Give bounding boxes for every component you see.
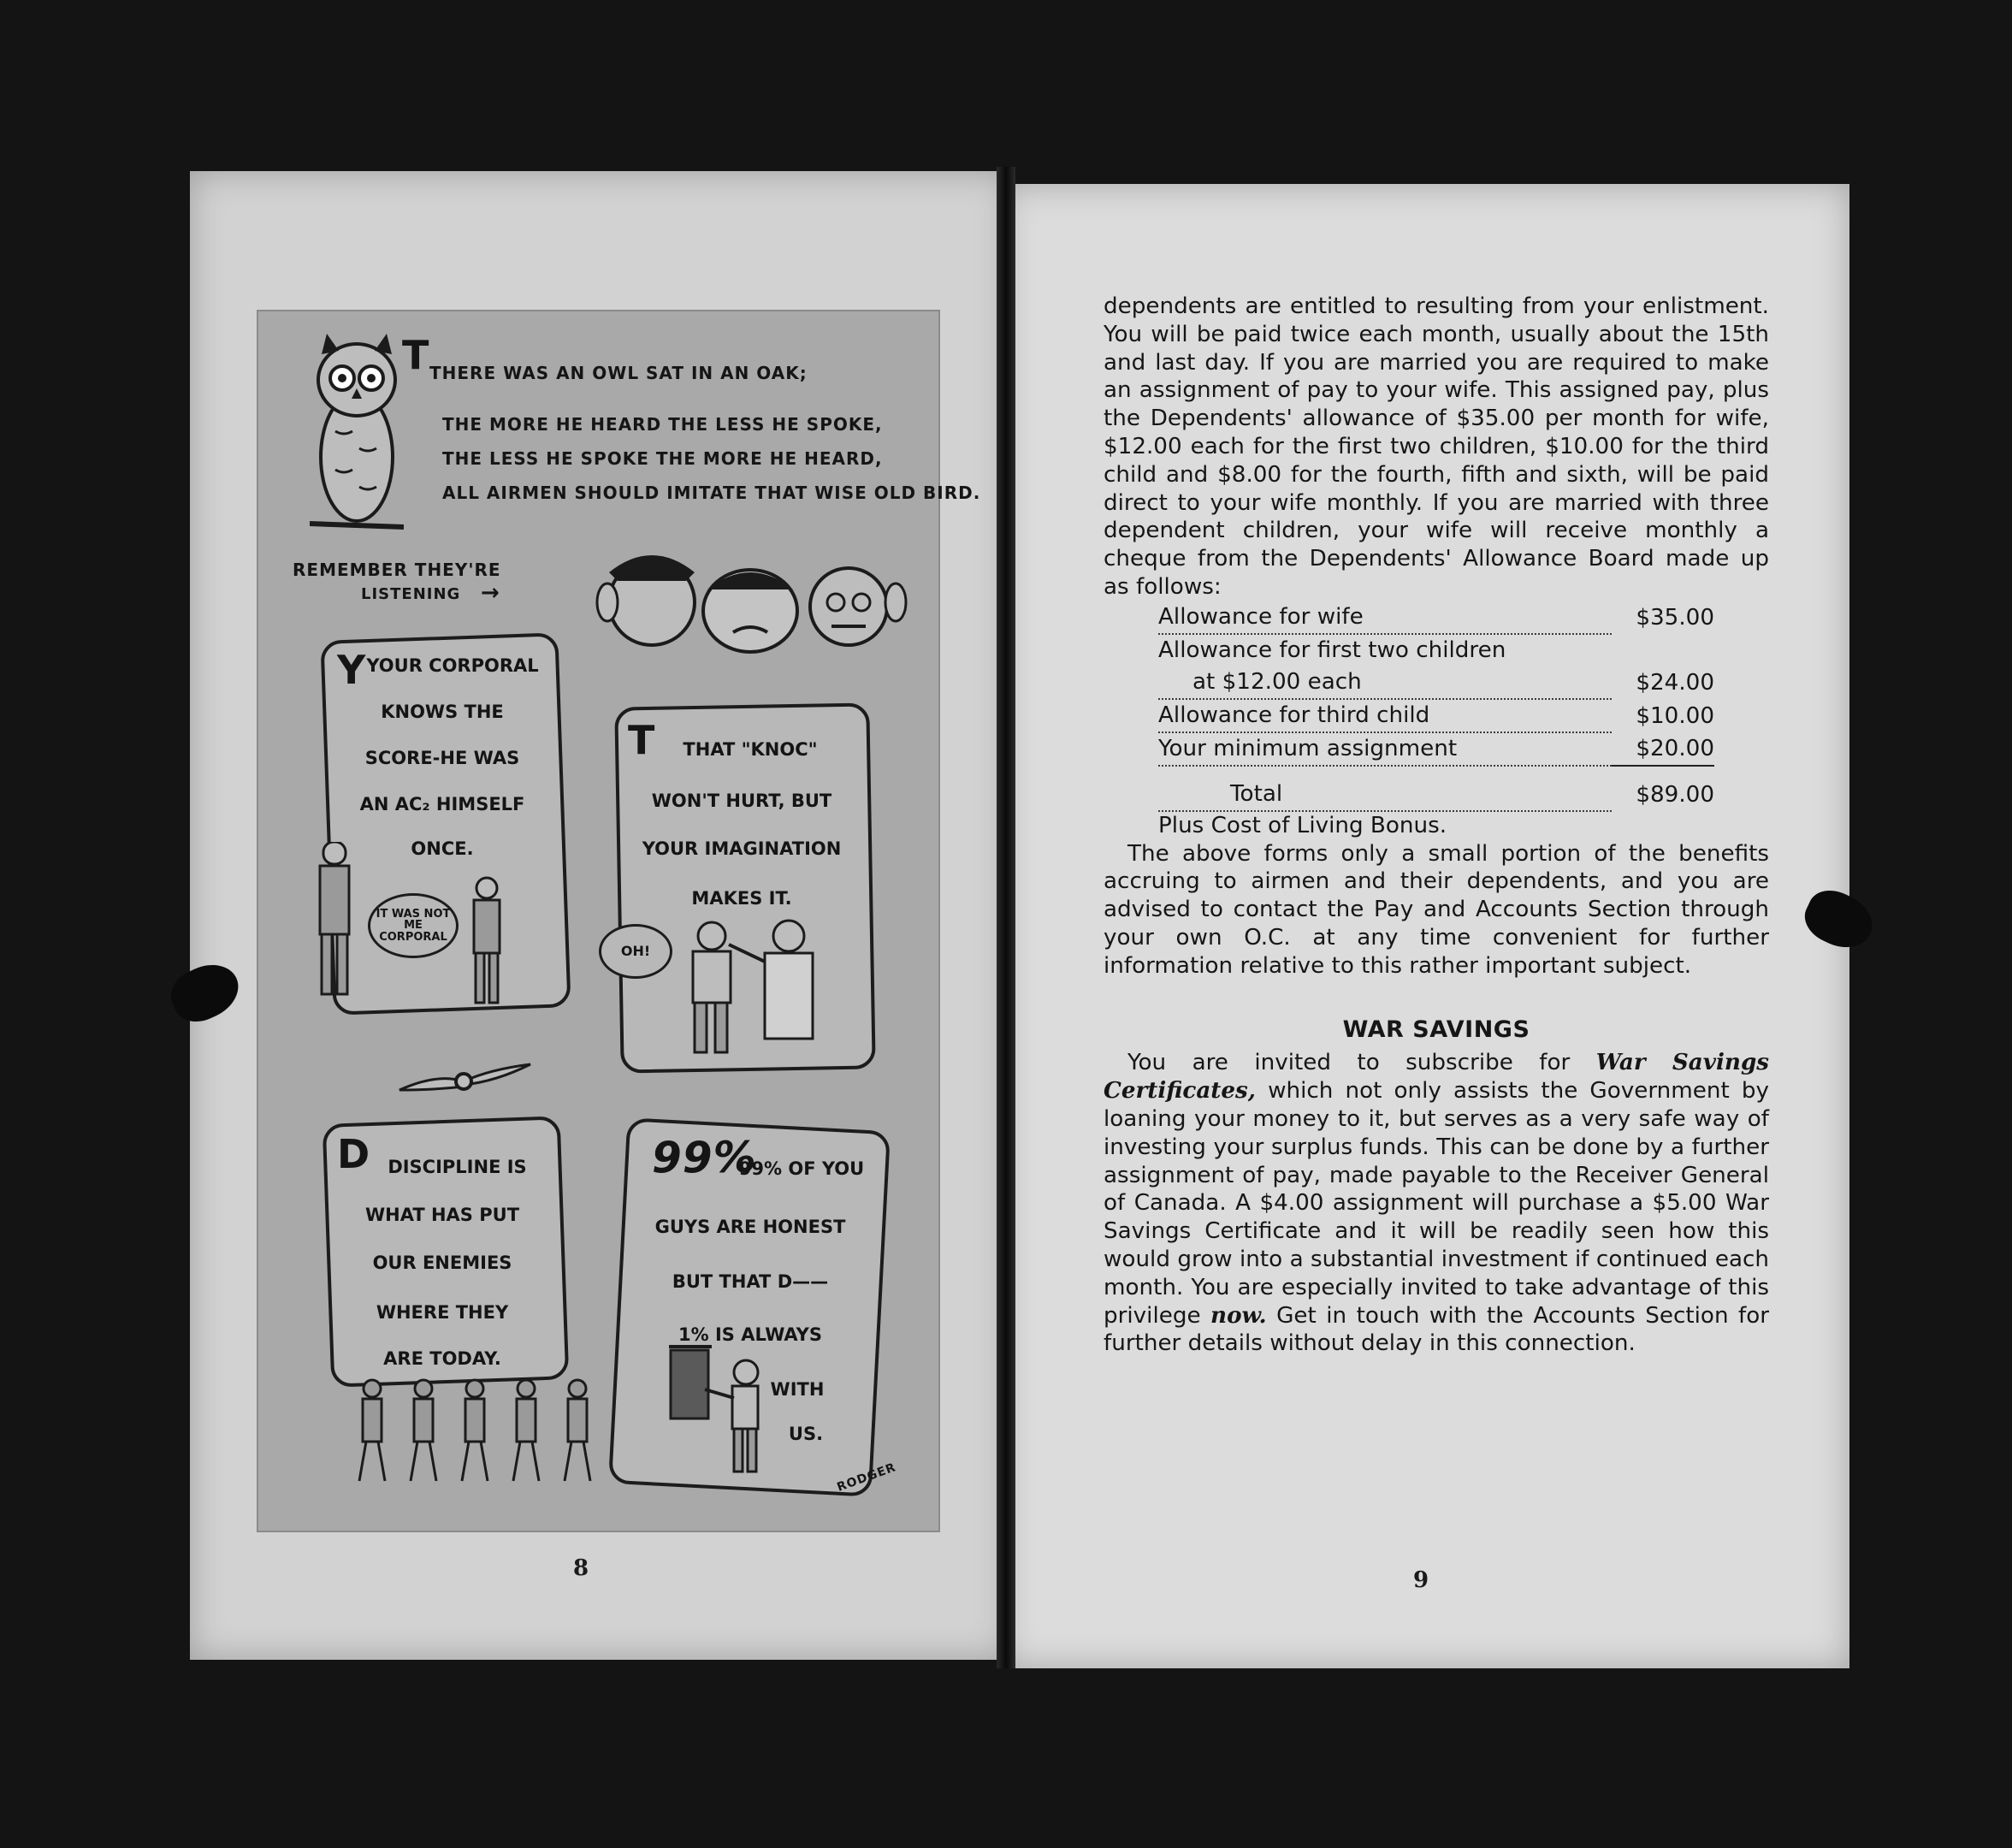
panel-discipline-line-1: DISCIPLINE IS (388, 1157, 527, 1177)
marching-soldiers-icon (351, 1377, 599, 1488)
wings-emblem-icon (395, 1060, 532, 1103)
panel-honest-line-2: GUYS ARE HONEST (654, 1217, 846, 1237)
war-savings-heading: WAR SAVINGS (1342, 1016, 1530, 1043)
doctor-patient-figure-icon (669, 910, 840, 1056)
allowance-total-label: Total (1158, 766, 1612, 811)
allowance-row (1158, 666, 1714, 699)
book-gutter (997, 167, 1015, 1668)
panel-corporal-line-2: KNOWS THE (381, 702, 504, 722)
panel-corporal-line-4: AN AC₂ HIMSELF (359, 794, 525, 814)
paragraph-dependents: dependents are entitled to resulting from your enlistment. You will be paid twice each month, usually about the 15th and last day. If you are married you are required to make an assignment of pay to your wife. This assigned pay, plus the Dependents' allowance of $35.00 per month for wife, $12.00 each for the first two children, $10.00 for the third child and $8.00 for the fourth, fifth and sixth, will be paid direct to your wife monthly. If you are married with three dependent children, your wife will receive monthly a cheque from the Dependents' Allowance Board made up as follows: (1104, 293, 1769, 600)
allowance-label-continued: at $12.00 each (1158, 666, 1612, 699)
now-emphasis: now. (1210, 1301, 1267, 1329)
coat-thief-figure-icon (652, 1338, 780, 1475)
panel-discipline-line-2: WHAT HAS PUT (364, 1205, 520, 1225)
paragraph-war-savings (1104, 1049, 1769, 1358)
panel-corporal-initial: Y (337, 647, 367, 693)
corporal-figure-icon (308, 842, 359, 996)
panel-knoc-line-1: THAT "KNOC" (683, 739, 818, 760)
allowance-amount: $10.00 (1636, 702, 1714, 729)
allowance-amount: $35.00 (1636, 604, 1714, 631)
arrow-right-icon: → (481, 580, 500, 606)
owl-poem-line-1: THERE WAS AN OWL SAT IN AN OAK; (429, 363, 808, 383)
panel-discipline-line-3: OUR ENEMIES (372, 1253, 512, 1273)
allowance-row (1158, 699, 1714, 732)
panel-honest-line-6: US. (788, 1424, 824, 1444)
speech-oh: OH! (599, 924, 672, 979)
panel-knoc-initial: T (628, 717, 656, 763)
allowance-total-row (1158, 766, 1714, 811)
war-savings-certificates-emphasis: War Savings Certificates, (1104, 1049, 1769, 1105)
panel-knoc-line-2: WON'T HURT, BUT (651, 791, 832, 811)
panel-honest-line-5: WITH (770, 1379, 825, 1400)
airman-figure-icon (465, 876, 508, 1004)
allowance-label: Allowance for wife (1158, 601, 1612, 634)
panel-discipline-line-4: WHERE THEY (376, 1302, 509, 1323)
owl-poem-line-3: THE LESS HE SPOKE THE MORE HE HEARD, (442, 448, 883, 469)
panel-corporal-line-5: ONCE. (411, 838, 474, 859)
page-number-right: 9 (1413, 1567, 1429, 1593)
remember-text: REMEMBER THEY'RE (293, 560, 501, 580)
allowance-row (1158, 732, 1714, 766)
allowance-amount: $20.00 (1636, 735, 1714, 761)
allowance-table (1158, 601, 1714, 812)
artist-signature: RODGER (835, 1460, 898, 1495)
panel-honest-line-1: 99% OF YOU (738, 1158, 865, 1179)
paragraph-benefits: The above forms only a small portion of the benefits accruing to airmen and their dependents, and you are advised to contact the Pay and Accounts Section through your own O.C. at any time convenient for further information relative to this rather important subject. (1104, 840, 1769, 979)
panel-corporal-line-1: YOUR CORPORAL (366, 655, 539, 676)
panel-knoc-line-4: MAKES IT. (691, 888, 792, 909)
war-savings-text-a: You are invited to subscribe for (1127, 1050, 1571, 1076)
speech-not-me: IT WAS NOT ME CORPORAL (368, 893, 459, 958)
right-page-text (1104, 293, 1769, 1358)
panel-honest-line-4: 1% IS ALWAYS (678, 1324, 822, 1345)
panel-honest-line-3: BUT THAT D—— (672, 1271, 829, 1292)
listening-faces-icon (592, 525, 908, 654)
allowance-amount: $24.00 (1636, 669, 1714, 696)
allowance-row (1158, 601, 1714, 634)
page-number-left: 8 (573, 1555, 589, 1581)
allowance-label: Allowance for first two children (1158, 637, 1506, 663)
panel-honest-initial: 99% (652, 1133, 757, 1182)
living-bonus-note: Plus Cost of Living Bonus. (1158, 812, 1447, 838)
allowance-row (1158, 634, 1714, 666)
panel-discipline-line-5: ARE TODAY. (383, 1348, 501, 1369)
owl-icon (310, 329, 404, 542)
owl-poem-initial: T (402, 332, 430, 378)
panel-discipline-initial: D (337, 1131, 371, 1177)
listening-text: LISTENING (361, 585, 461, 603)
panel-knoc-line-3: YOUR IMAGINATION (642, 838, 842, 859)
war-savings-text-c: Get in touch with the Accounts Section for further details without delay in this connection. (1104, 1302, 1770, 1357)
panel-corporal-line-3: SCORE-HE WAS (364, 748, 520, 768)
owl-poem-line-4: ALL AIRMEN SHOULD IMITATE THAT WISE OLD BIRD. (442, 483, 981, 503)
allowance-label: Allowance for third child (1158, 699, 1612, 732)
allowance-total-amount: $89.00 (1612, 766, 1714, 811)
allowance-label: Your minimum assignment (1158, 732, 1612, 766)
war-savings-text-b: which not only assists the Government by loaning your money to it, but serves as a very safe way of investing your surplus funds. This can be done by a further assignment of pay, made payable to the Receiver General of Canada. A $4.00 assignment will purchase a $5.00 War Savings Certificate and it will be readily seen how this would grow into a substantial investment if continued each month. You are especially invited to take advantage of this privilege (1104, 1078, 1769, 1329)
cartoon-illustration (257, 310, 981, 1532)
owl-poem-line-2: THE MORE HE HEARD THE LESS HE SPOKE, (442, 414, 883, 435)
